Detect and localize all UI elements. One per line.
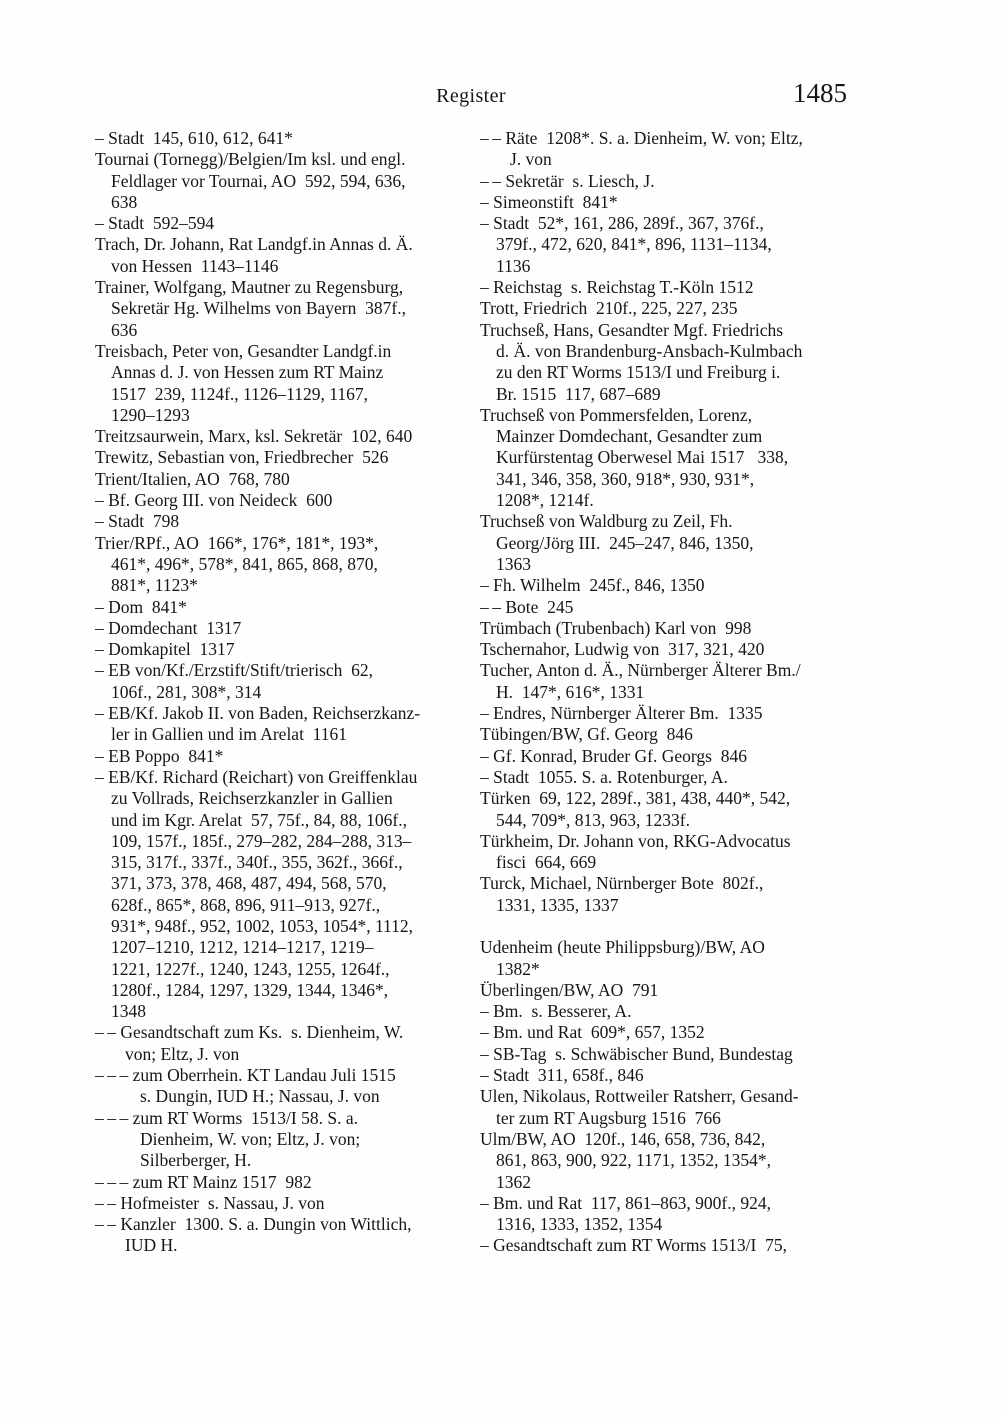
index-line: – Stadt 311, 658f., 846 — [480, 1065, 644, 1086]
index-line: Türkheim, Dr. Johann von, RKG-Advocatus — [480, 830, 791, 851]
index-line: – Fh. Wilhelm 245f., 846, 1350 — [480, 575, 705, 596]
index-line: Kurfürstentag Oberwesel Mai 1517 338, — [496, 447, 789, 468]
index-line: 379f., 472, 620, 841*, 896, 1131–1134, — [496, 234, 772, 255]
index-line: 1316, 1333, 1352, 1354 — [496, 1214, 663, 1235]
index-line: und im Kgr. Arelat 57, 75f., 84, 88, 106f., — [111, 809, 408, 830]
index-line: – Stadt 798 — [95, 511, 180, 532]
index-line: 1363 — [496, 553, 531, 574]
index-line: Annas d. J. von Hessen zum RT Mainz — [111, 362, 384, 383]
index-line: Mainzer Domdechant, Gesandter zum — [496, 426, 763, 447]
index-line: IUD H. — [125, 1235, 178, 1256]
index-line: – – – zum RT Worms 1513/I 58. S. a. — [95, 1107, 358, 1128]
index-line: 861, 863, 900, 922, 1171, 1352, 1354*, — [496, 1150, 771, 1171]
index-line: Trümbach (Trubenbach) Karl von 998 — [480, 617, 752, 638]
index-line: – – Kanzler 1300. S. a. Dungin von Wittlich, — [95, 1214, 412, 1235]
index-line: Türken 69, 122, 289f., 381, 438, 440*, 542, — [480, 788, 791, 809]
index-line: – Stadt 145, 610, 612, 641* — [95, 128, 293, 148]
index-line: Treisbach, Peter von, Gesandter Landgf.in — [95, 340, 392, 361]
index-line: 1207–1210, 1212, 1214–1217, 1219– — [111, 937, 374, 958]
index-line: 371, 373, 378, 468, 487, 494, 568, 570, — [111, 873, 387, 894]
index-line: 881*, 1123* — [111, 575, 198, 596]
index-line: 931*, 948f., 952, 1002, 1053, 1054*, 1112, — [111, 915, 414, 936]
index-line: H. 147*, 616*, 1331 — [496, 681, 645, 702]
index-line: – SB-Tag s. Schwäbischer Bund, Bundestag — [480, 1043, 793, 1064]
index-line: Truchseß, Hans, Gesandter Mgf. Friedrichs — [480, 319, 784, 340]
left-column — [95, 128, 468, 1257]
index-line: 341, 346, 358, 360, 918*, 930, 931*, — [496, 468, 755, 489]
index-line: 461*, 496*, 578*, 841, 865, 868, 870, — [111, 553, 378, 574]
index-line: – Gesandtschaft zum RT Worms 1513/I 75, — [480, 1235, 787, 1256]
index-line: 106f., 281, 308*, 314 — [111, 681, 262, 702]
index-line: Ulm/BW, AO 120f., 146, 658, 736, 842, — [480, 1128, 766, 1149]
index-line: – Stadt 1055. S. a. Rotenburger, A. — [480, 766, 728, 787]
index-line: Trewitz, Sebastian von, Friedbrecher 526 — [95, 447, 389, 468]
index-line: 544, 709*, 813, 963, 1233f. — [496, 809, 690, 830]
index-line: zu den RT Worms 1513/I und Freiburg i. — [496, 362, 781, 383]
index-line: Br. 1515 117, 687–689 — [496, 383, 661, 404]
index-line: d. Ä. von Brandenburg-Ansbach-Kulmbach — [496, 340, 803, 361]
index-line: Truchseß von Pommersfelden, Lorenz, — [480, 404, 753, 425]
index-line: von Hessen 1143–1146 — [111, 255, 279, 276]
index-line: fisci 664, 669 — [496, 852, 597, 873]
page-header — [95, 78, 847, 109]
index-line: 636 — [111, 319, 138, 340]
index-line: J. von — [510, 149, 552, 170]
index-line: von; Eltz, J. von — [125, 1043, 240, 1064]
index-line: 638 — [111, 191, 138, 212]
index-line: – EB von/Kf./Erzstift/Stift/trierisch 62, — [95, 660, 374, 681]
index-line: – Reichstag s. Reichstag T.-Köln 1512 — [480, 277, 754, 298]
index-line: Trott, Friedrich 210f., 225, 227, 235 — [480, 298, 738, 319]
index-line: Tucher, Anton d. Ä., Nürnberger Älterer Bm./ — [480, 660, 801, 681]
index-line: – – Bote 245 — [480, 596, 574, 617]
index-line: – – Gesandtschaft zum Ks. s. Dienheim, W. — [95, 1022, 404, 1043]
index-line: – Simeonstift 841* — [480, 191, 618, 212]
page-title: Register — [436, 85, 506, 107]
index-line: Turck, Michael, Nürnberger Bote 802f., — [480, 873, 764, 894]
index-line: Feldlager vor Tournai, AO 592, 594, 636, — [111, 170, 406, 191]
index-line: s. Dungin, IUD H.; Nassau, J. von — [140, 1086, 380, 1107]
index-line: Trainer, Wolfgang, Mautner zu Regensburg, — [95, 277, 404, 298]
page-number: 1485 — [793, 78, 848, 108]
index-line: – Dom 841* — [95, 596, 187, 617]
index-line: 1362 — [496, 1171, 531, 1192]
index-line: – Bm. s. Besserer, A. — [480, 1001, 632, 1022]
index-columns — [95, 128, 853, 1257]
index-line: zu Vollrads, Reichserzkanzler in Gallien — [111, 788, 393, 809]
index-line: Georg/Jörg III. 245–247, 846, 1350, — [496, 532, 754, 553]
index-line: 1208*, 1214f. — [496, 490, 594, 511]
index-line: – Bf. Georg III. von Neideck 600 — [95, 490, 333, 511]
index-line: Ulen, Nikolaus, Rottweiler Ratsherr, Gesand- — [480, 1086, 799, 1107]
index-line: 1290–1293 — [111, 404, 190, 425]
index-line: – EB/Kf. Richard (Reichart) von Greiffenklau — [95, 766, 418, 787]
index-line: Trient/Italien, AO 768, 780 — [95, 468, 290, 489]
index-line: ler in Gallien und im Arelat 1161 — [111, 724, 348, 745]
index-line: – EB Poppo 841* — [95, 745, 224, 766]
blank-line — [480, 916, 853, 937]
index-line: – Endres, Nürnberger Älterer Bm. 1335 — [480, 703, 763, 724]
index-line: – Stadt 52*, 161, 286, 289f., 367, 376f., — [480, 213, 764, 234]
index-line: Truchseß von Waldburg zu Zeil, Fh. — [480, 511, 733, 532]
right-column — [480, 128, 853, 1257]
index-line: 1280f., 1284, 1297, 1329, 1344, 1346*, — [111, 979, 389, 1000]
index-line: Trach, Dr. Johann, Rat Landgf.in Annas d. Ä. — [95, 234, 413, 255]
index-line: Sekretär Hg. Wilhelms von Bayern 387f., — [111, 298, 406, 319]
index-line: ter zum RT Augsburg 1516 766 — [496, 1107, 721, 1128]
index-line: 628f., 865*, 868, 896, 911–913, 927f., — [111, 894, 381, 915]
index-line: – Gf. Konrad, Bruder Gf. Georgs 846 — [480, 745, 747, 766]
index-line: Tschernahor, Ludwig von 317, 321, 420 — [480, 639, 765, 660]
index-line: – – – zum RT Mainz 1517 982 — [95, 1171, 312, 1192]
index-line: 1136 — [496, 255, 531, 276]
index-line: Dienheim, W. von; Eltz, J. von; — [140, 1128, 361, 1149]
index-line: 109, 157f., 185f., 279–282, 284–288, 313– — [111, 830, 412, 851]
index-line: 1517 239, 1124f., 1126–1129, 1167, — [111, 383, 368, 404]
index-line: Überlingen/BW, AO 791 — [480, 979, 659, 1000]
index-line: Tournai (Tornegg)/Belgien/Im ksl. und engl. — [95, 149, 406, 170]
index-line: – – Räte 1208*. S. a. Dienheim, W. von; Eltz, — [480, 128, 803, 148]
index-line: Tübingen/BW, Gf. Georg 846 — [480, 724, 693, 745]
index-line: – Bm. und Rat 609*, 657, 1352 — [480, 1022, 705, 1043]
index-line: – EB/Kf. Jakob II. von Baden, Reichserzkanz- — [95, 703, 421, 724]
index-line: Silberberger, H. — [140, 1150, 252, 1171]
index-line: 1348 — [111, 1001, 146, 1022]
index-line: Trier/RPf., AO 166*, 176*, 181*, 193*, — [95, 532, 379, 553]
index-line: – Stadt 592–594 — [95, 213, 215, 234]
index-line: – Domkapitel 1317 — [95, 639, 235, 660]
index-line: 1382* — [496, 958, 540, 979]
index-line: 315, 317f., 337f., 340f., 355, 362f., 366f., — [111, 852, 403, 873]
index-line: 1221, 1227f., 1240, 1243, 1255, 1264f., — [111, 958, 390, 979]
index-line: – – Sekretär s. Liesch, J. — [480, 170, 655, 191]
index-line: – – – zum Oberrhein. KT Landau Juli 1515 — [95, 1065, 396, 1086]
index-line: – Domdechant 1317 — [95, 617, 242, 638]
index-line: – – Hofmeister s. Nassau, J. von — [95, 1192, 325, 1213]
index-line: 1331, 1335, 1337 — [496, 894, 619, 915]
index-line: Treitzsaurwein, Marx, ksl. Sekretär 102, 640 — [95, 426, 413, 447]
index-line: – Bm. und Rat 117, 861–863, 900f., 924, — [480, 1192, 772, 1213]
index-line: Udenheim (heute Philippsburg)/BW, AO — [480, 937, 765, 958]
